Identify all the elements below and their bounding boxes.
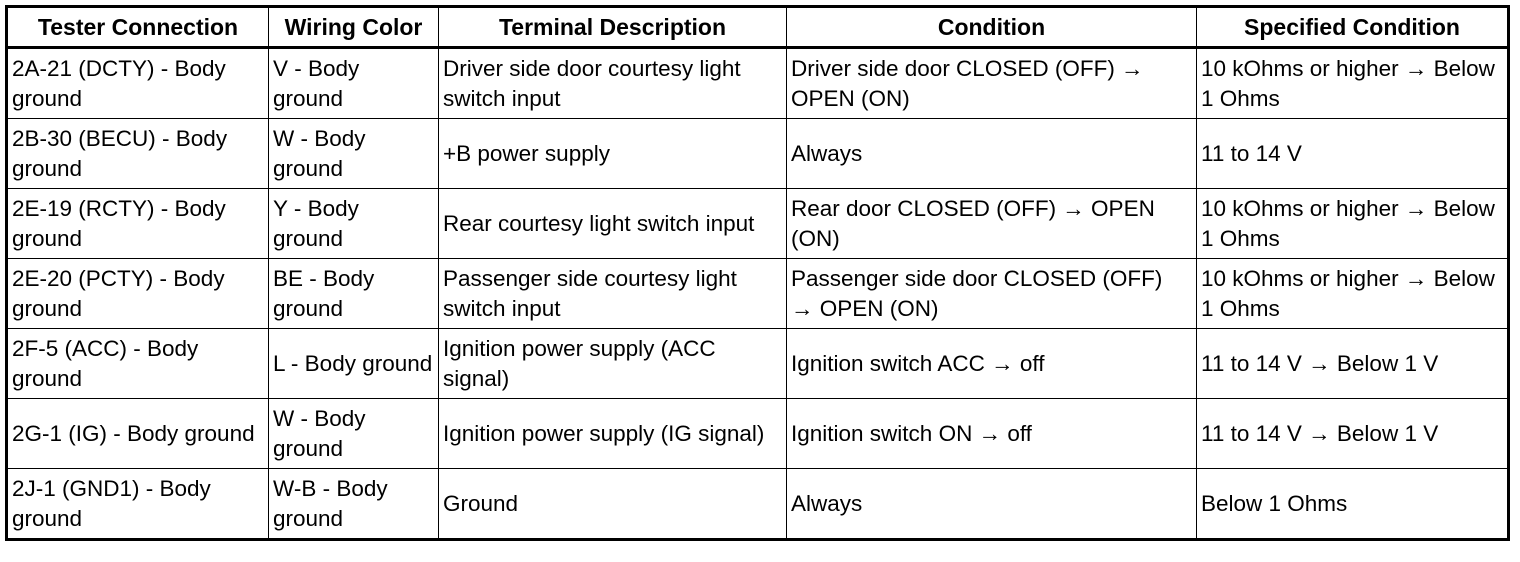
cell-terminal-description: Ignition power supply (ACC signal) — [439, 329, 787, 399]
spec-table-container — [5, 5, 1510, 541]
terminal-spec-table — [5, 5, 1510, 541]
header-condition: Condition — [787, 7, 1197, 48]
cell-specified-condition: 10 kOhms or higher → Below 1 Ohms — [1197, 189, 1509, 259]
table-row — [7, 469, 1509, 540]
cell-terminal-description: Ground — [439, 469, 787, 540]
cell-wiring-color: Y - Body ground — [269, 189, 439, 259]
cell-tester-connection: 2E-20 (PCTY) - Body ground — [7, 259, 269, 329]
cell-terminal-description: Rear courtesy light switch input — [439, 189, 787, 259]
cell-condition: Driver side door CLOSED (OFF) → OPEN (ON) — [787, 48, 1197, 119]
cell-condition: Passenger side door CLOSED (OFF) → OPEN (ON) — [787, 259, 1197, 329]
cell-tester-connection: 2B-30 (BECU) - Body ground — [7, 119, 269, 189]
cell-wiring-color: V - Body ground — [269, 48, 439, 119]
cell-tester-connection: 2E-19 (RCTY) - Body ground — [7, 189, 269, 259]
header-tester-connection: Tester Connection — [7, 7, 269, 48]
cell-terminal-description: Ignition power supply (IG signal) — [439, 399, 787, 469]
header-specified-condition: Specified Condition — [1197, 7, 1509, 48]
header-terminal-description: Terminal Description — [439, 7, 787, 48]
table-header-row — [7, 7, 1509, 48]
table-row — [7, 329, 1509, 399]
cell-tester-connection: 2F-5 (ACC) - Body ground — [7, 329, 269, 399]
cell-specified-condition: 10 kOhms or higher → Below 1 Ohms — [1197, 48, 1509, 119]
cell-specified-condition: 11 to 14 V → Below 1 V — [1197, 329, 1509, 399]
header-wiring-color: Wiring Color — [269, 7, 439, 48]
cell-specified-condition: Below 1 Ohms — [1197, 469, 1509, 540]
cell-tester-connection: 2A-21 (DCTY) - Body ground — [7, 48, 269, 119]
cell-wiring-color: W-B - Body ground — [269, 469, 439, 540]
table-row — [7, 119, 1509, 189]
cell-condition: Always — [787, 119, 1197, 189]
cell-condition: Rear door CLOSED (OFF) → OPEN (ON) — [787, 189, 1197, 259]
table-row — [7, 399, 1509, 469]
cell-condition: Ignition switch ON → off — [787, 399, 1197, 469]
cell-wiring-color: L - Body ground — [269, 329, 439, 399]
cell-wiring-color: W - Body ground — [269, 399, 439, 469]
table-row — [7, 259, 1509, 329]
cell-condition: Ignition switch ACC → off — [787, 329, 1197, 399]
cell-wiring-color: W - Body ground — [269, 119, 439, 189]
cell-terminal-description: Passenger side courtesy light switch input — [439, 259, 787, 329]
cell-condition: Always — [787, 469, 1197, 540]
cell-terminal-description: +B power supply — [439, 119, 787, 189]
table-row — [7, 48, 1509, 119]
cell-specified-condition: 11 to 14 V → Below 1 V — [1197, 399, 1509, 469]
cell-specified-condition: 11 to 14 V — [1197, 119, 1509, 189]
table-row — [7, 189, 1509, 259]
cell-wiring-color: BE - Body ground — [269, 259, 439, 329]
cell-specified-condition: 10 kOhms or higher → Below 1 Ohms — [1197, 259, 1509, 329]
cell-terminal-description: Driver side door courtesy light switch input — [439, 48, 787, 119]
cell-tester-connection: 2J-1 (GND1) - Body ground — [7, 469, 269, 540]
cell-tester-connection: 2G-1 (IG) - Body ground — [7, 399, 269, 469]
